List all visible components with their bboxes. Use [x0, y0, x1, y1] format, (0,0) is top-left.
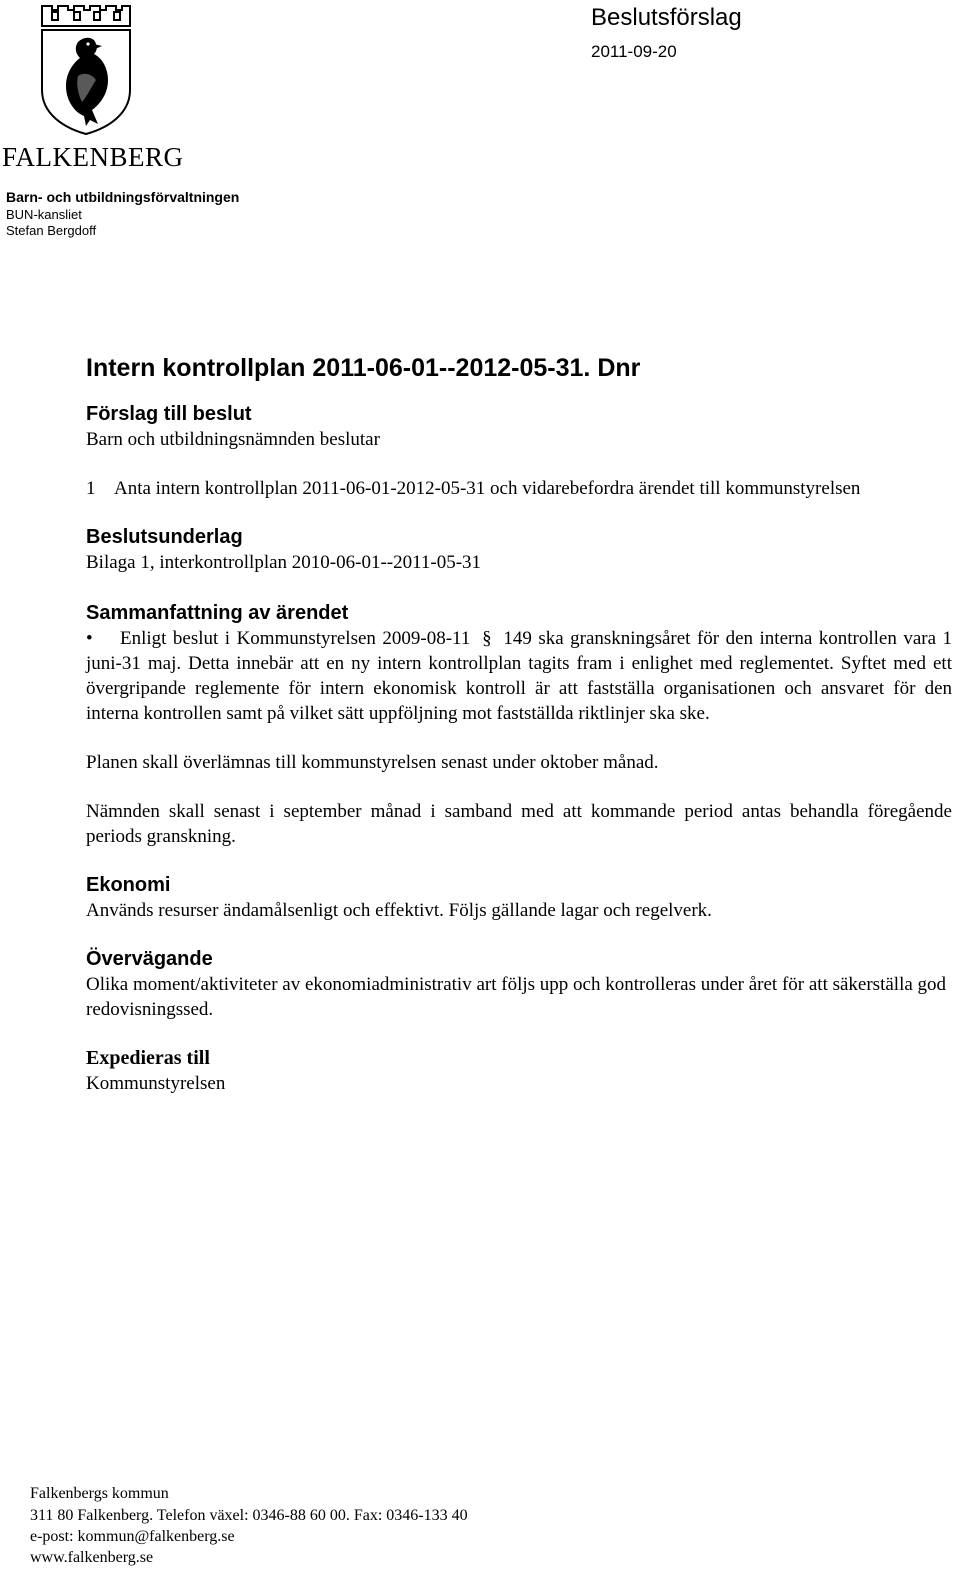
considerations-heading: Övervägande	[86, 948, 213, 970]
footer-address: 311 80 Falkenberg. Telefon växel: 0346-88 60 00. Fax: 0346-133 40	[30, 1507, 468, 1524]
footer-email: e-post: kommun@falkenberg.se	[30, 1528, 235, 1545]
proposal-section	[86, 402, 952, 501]
document-date: 2011-09-20	[591, 42, 677, 61]
dispatch-section	[86, 1046, 952, 1096]
summary-paragraph-2: Planen skall överlämnas till kommunstyrelsen senast under oktober månad.	[86, 752, 659, 773]
dispatch-heading: Expedieras till	[86, 1047, 210, 1069]
page-footer	[30, 1483, 468, 1568]
economy-section	[86, 873, 952, 923]
author-name: Stefan Bergdoff	[6, 223, 97, 238]
basis-text: Bilaga 1, interkontrollplan 2010-06-01--2011-05-31	[86, 552, 482, 573]
summary-bullet	[86, 626, 952, 726]
proposal-intro: Barn och utbildningsnämnden beslutar	[86, 429, 380, 450]
footer-web: www.falkenberg.se	[30, 1549, 154, 1566]
dispatch-text: Kommunstyrelsen	[86, 1073, 226, 1094]
bullet-dot-icon: •	[86, 628, 93, 649]
considerations-section	[86, 947, 952, 1022]
economy-text: Används resurser ändamålsenligt och effektivt. Följs gällande lagar och regelverk.	[86, 900, 712, 921]
proposal-item-number: 1	[86, 478, 96, 499]
basis-section	[86, 525, 952, 575]
falkenberg-logo-text: FALKENBERG	[2, 142, 184, 172]
summary-bullet-text-2: 149 ska granskningsåret för den interna kontrollen vara 1 juni-31 maj. Detta innebär att en ny intern kontrollplan tagits fram i enlighet med reglementet. Syftet med ett övergripande reglemente för intern ekonomisk kontroll är att fastställa organisationen och ansvaret för den interna kontrollen samt på vilket sätt uppföljning mot fastställda riktlinjer ska ske.	[86, 628, 953, 724]
document-title: Intern kontrollplan 2011-06-01--2012-05-31. Dnr	[86, 354, 641, 382]
summary-paragraph-3: Nämnden skall senast i september månad i samband med att kommande period antas behandla föregående periods granskning.	[86, 801, 952, 847]
summary-bullet-text-1: Enligt beslut i Kommunstyrelsen 2009-08-11	[120, 628, 471, 649]
document-type: Beslutsförslag	[591, 4, 742, 31]
summary-section	[86, 601, 952, 849]
office-name: BUN-kansliet	[6, 207, 82, 222]
considerations-text: Olika moment/aktiviteter av ekonomiadministrativ art följs upp och kontrolleras under året för att säkerställa god redovisningssed.	[86, 974, 947, 1020]
summary-heading: Sammanfattning av ärendet	[86, 602, 349, 624]
proposal-heading: Förslag till beslut	[86, 403, 252, 425]
proposal-item	[86, 476, 952, 501]
proposal-item-text: Anta intern kontrollplan 2011-06-01-2012-05-31 och vidarebefordra ärendet till kommunstyrelsen	[114, 478, 861, 499]
footer-org: Falkenbergs kommun	[30, 1485, 169, 1502]
coat-of-arms-crest	[38, 2, 134, 138]
paragraph-sign: §	[482, 628, 492, 649]
document-body	[86, 352, 952, 1096]
economy-heading: Ekonomi	[86, 874, 171, 896]
department-name: Barn- och utbildningsförvaltningen	[6, 189, 240, 205]
basis-heading: Beslutsunderlag	[86, 526, 243, 548]
